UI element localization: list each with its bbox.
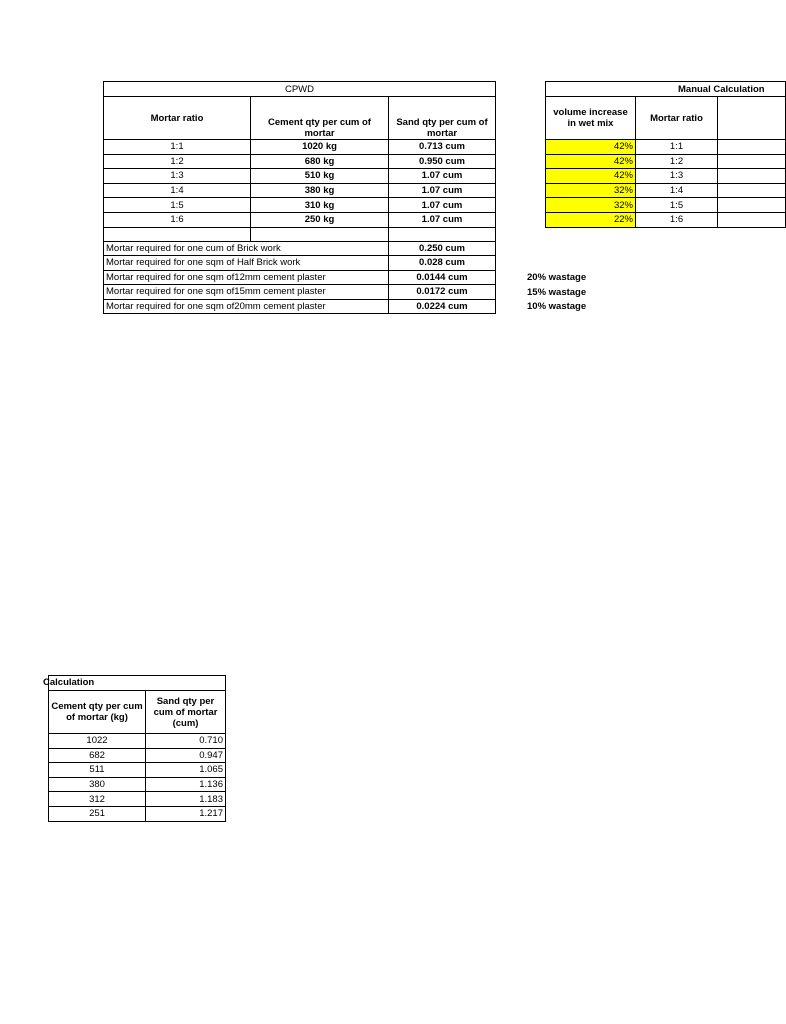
- manual-table: [545, 81, 786, 228]
- sand-cell: 0.947: [146, 748, 226, 763]
- cpwd-table: [103, 81, 496, 314]
- requirement-value: 0.250 cum: [389, 241, 496, 256]
- table-row: [104, 212, 496, 227]
- sand-cell: 1.065: [146, 763, 226, 778]
- table-row: [546, 154, 786, 169]
- volume-cell: 22%: [546, 212, 636, 227]
- requirement-row: [104, 241, 496, 256]
- calc-table-viewport: [43, 675, 226, 823]
- header-mortar-ratio: Mortar ratio: [636, 97, 718, 140]
- requirement-value: 0.028 cum: [389, 256, 496, 271]
- table-row: [104, 140, 496, 155]
- requirement-label: Mortar required for one sqm of20mm cement plaster: [104, 299, 389, 314]
- table-row: [546, 183, 786, 198]
- manual-title: Manual Calculation: [678, 83, 765, 95]
- sand-cell: 1.136: [146, 777, 226, 792]
- table-row: [546, 140, 786, 155]
- table-row: [104, 169, 496, 184]
- cement-cell: 511: [49, 763, 146, 778]
- ratio-cell: 1:2: [636, 154, 718, 169]
- ratio-cell: 1:3: [636, 169, 718, 184]
- ratio-cell: 1:6: [636, 212, 718, 227]
- volume-cell: 32%: [546, 183, 636, 198]
- sand-cell: 1.07 cum: [389, 183, 496, 198]
- cement-cell: 380 kg: [251, 183, 389, 198]
- table-row: [49, 763, 226, 778]
- sand-cell: 1.07 cum: [389, 198, 496, 213]
- header-cement-qty: Cement qty per cum of mortar (kg): [49, 691, 146, 734]
- requirement-value: 0.0144 cum: [389, 270, 496, 285]
- requirement-label: Mortar required for one sqm of15mm cement plaster: [104, 285, 389, 300]
- ratio-cell: 1:6: [104, 212, 251, 227]
- cement-cell: 510 kg: [251, 169, 389, 184]
- requirement-label: Mortar required for one cum of Brick work: [104, 241, 389, 256]
- cement-cell: 251: [49, 806, 146, 821]
- requirement-label: Mortar required for one sqm of12mm cement plaster: [104, 270, 389, 285]
- requirement-value: 0.0172 cum: [389, 285, 496, 300]
- cement-cell: 250 kg: [251, 212, 389, 227]
- header-volume-increase: volume increase in wet mix: [546, 97, 636, 140]
- table-row: [49, 734, 226, 749]
- header-mortar-ratio: Mortar ratio: [104, 97, 251, 140]
- calc-table: [43, 675, 226, 822]
- ratio-cell: 1:1: [636, 140, 718, 155]
- requirement-row: [104, 299, 496, 314]
- table-row: [49, 792, 226, 807]
- table-row: [546, 169, 786, 184]
- sand-cell: 0.713 cum: [389, 140, 496, 155]
- requirement-row: [104, 256, 496, 271]
- cement-cell: 1020 kg: [251, 140, 389, 155]
- sand-cell: 1.183: [146, 792, 226, 807]
- ratio-cell: 1:1: [104, 140, 251, 155]
- calc-title: Calculation: [43, 677, 95, 688]
- header-sand-qty: Sand qty per cum of mortar: [389, 97, 496, 140]
- volume-cell: 32%: [546, 198, 636, 213]
- sand-cell: 0.710: [146, 734, 226, 749]
- sand-cell: 1.07 cum: [389, 169, 496, 184]
- wastage-note: 10% wastage: [527, 301, 587, 312]
- cement-cell: 312: [49, 792, 146, 807]
- ratio-cell: 1:5: [636, 198, 718, 213]
- requirement-row: [104, 285, 496, 300]
- volume-cell: 42%: [546, 154, 636, 169]
- volume-cell: 42%: [546, 140, 636, 155]
- cement-cell: 682: [49, 748, 146, 763]
- requirement-row: [104, 270, 496, 285]
- cement-cell: 310 kg: [251, 198, 389, 213]
- ratio-cell: 1:4: [636, 183, 718, 198]
- blank-row: [104, 227, 496, 241]
- wastage-note: 20% wastage: [527, 272, 587, 283]
- cpwd-title: CPWD: [104, 82, 496, 97]
- requirement-label: Mortar required for one sqm of Half Brick work: [104, 256, 389, 271]
- sand-cell: 0.950 cum: [389, 154, 496, 169]
- cement-cell: 1022: [49, 734, 146, 749]
- table-row: [546, 212, 786, 227]
- ratio-cell: 1:3: [104, 169, 251, 184]
- cement-cell: 680 kg: [251, 154, 389, 169]
- volume-cell: 42%: [546, 169, 636, 184]
- cement-cell: 380: [49, 777, 146, 792]
- wastage-note: 15% wastage: [527, 287, 587, 298]
- ratio-cell: 1:5: [104, 198, 251, 213]
- table-row: [49, 777, 226, 792]
- sand-cell: 1.217: [146, 806, 226, 821]
- header-sand-qty: Sand qty per cum of mortar (cum): [146, 691, 226, 734]
- table-row: [104, 198, 496, 213]
- requirement-value: 0.0224 cum: [389, 299, 496, 314]
- ratio-cell: 1:2: [104, 154, 251, 169]
- manual-table-viewport: [545, 81, 765, 229]
- table-row: [104, 183, 496, 198]
- ratio-cell: 1:4: [104, 183, 251, 198]
- table-row: [49, 748, 226, 763]
- sand-cell: 1.07 cum: [389, 212, 496, 227]
- header-cement-qty: Cement qty per cum of mortar: [251, 97, 389, 140]
- table-row: [546, 198, 786, 213]
- table-row: [104, 154, 496, 169]
- table-row: [49, 806, 226, 821]
